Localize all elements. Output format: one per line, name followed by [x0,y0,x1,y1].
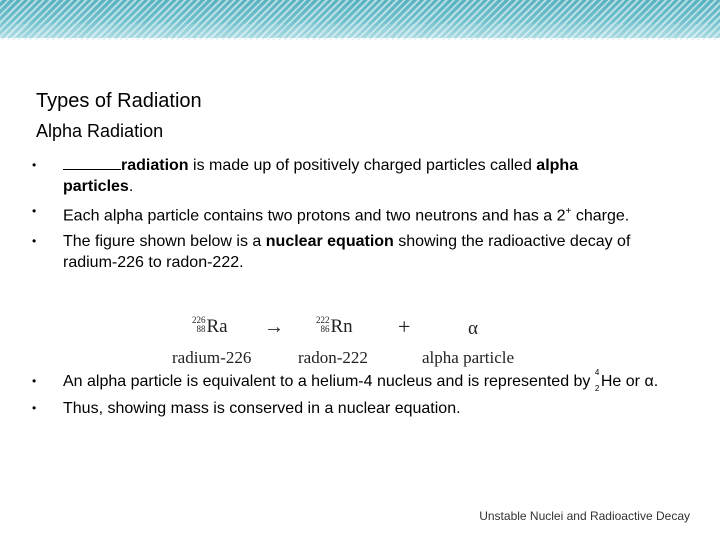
emitted-label: alpha particle [422,348,515,367]
bullet-text: . [128,178,134,195]
slide-footer: Unstable Nuclei and Radioactive Decay [479,509,690,523]
bullet-text: is made up of positively charged particles called [188,157,537,174]
mass-number: 226 [192,315,206,325]
reactant-nuclide [192,316,228,338]
fill-in-blank [63,155,121,170]
reaction-arrow: → [264,316,284,338]
bullet-text: or α. [621,373,659,390]
list-item [32,155,652,197]
bullet-text: showing the radioactive decay of radium-226 to radon-222. [63,233,631,272]
bullet-list [32,155,652,278]
bullet-dot: • [32,234,37,249]
bullet-text: Thus, showing mass is conserved in a nuclear equation. [63,400,461,417]
bullet-dot: • [32,374,37,388]
bullet-dot: • [32,401,37,415]
bullet-text: The figure shown below is a [63,233,266,251]
element-symbol: He [600,373,622,390]
bullet-list [32,368,672,424]
atomic-number: 2 [594,384,600,393]
alpha-symbol: α [468,318,478,339]
mass-number: 222 [316,315,330,325]
list-item [32,398,672,419]
bullet-text: An alpha particle is equivalent to a helium-4 nucleus and is represented by [63,373,595,390]
bold-term: alpha particles [63,157,579,195]
slide-subtitle: Alpha Radiation [36,121,164,141]
charge-superscript: + [565,206,572,217]
isotope-numbers [316,316,330,334]
bold-term: radiation [121,157,189,174]
slide-title: Types of Radiation [36,90,202,112]
helium-isotope-numbers [594,368,601,393]
bullet-dot: • [32,204,37,218]
list-item [32,231,652,273]
bold-term: nuclear equation [265,233,394,251]
reactant-label: radium-226 [172,348,252,367]
atomic-number: 88 [196,324,206,334]
nuclear-equation [172,314,542,372]
bullet-text: Each alpha particle contains two protons and two neutrons and has a 2 [63,207,566,225]
header-band-texture [0,24,720,40]
mass-number: 4 [594,368,600,377]
bullet-text: charge. [571,207,630,225]
element-symbol: Ra [206,316,228,337]
product-label: radon-222 [298,348,368,367]
atomic-number: 86 [320,324,330,334]
product-nuclide [316,316,353,338]
bullet-dot: • [32,158,37,172]
list-item [32,368,672,393]
plus-sign: + [398,314,411,339]
list-item [32,201,652,226]
element-symbol: Rn [330,316,353,337]
isotope-numbers [192,316,206,334]
